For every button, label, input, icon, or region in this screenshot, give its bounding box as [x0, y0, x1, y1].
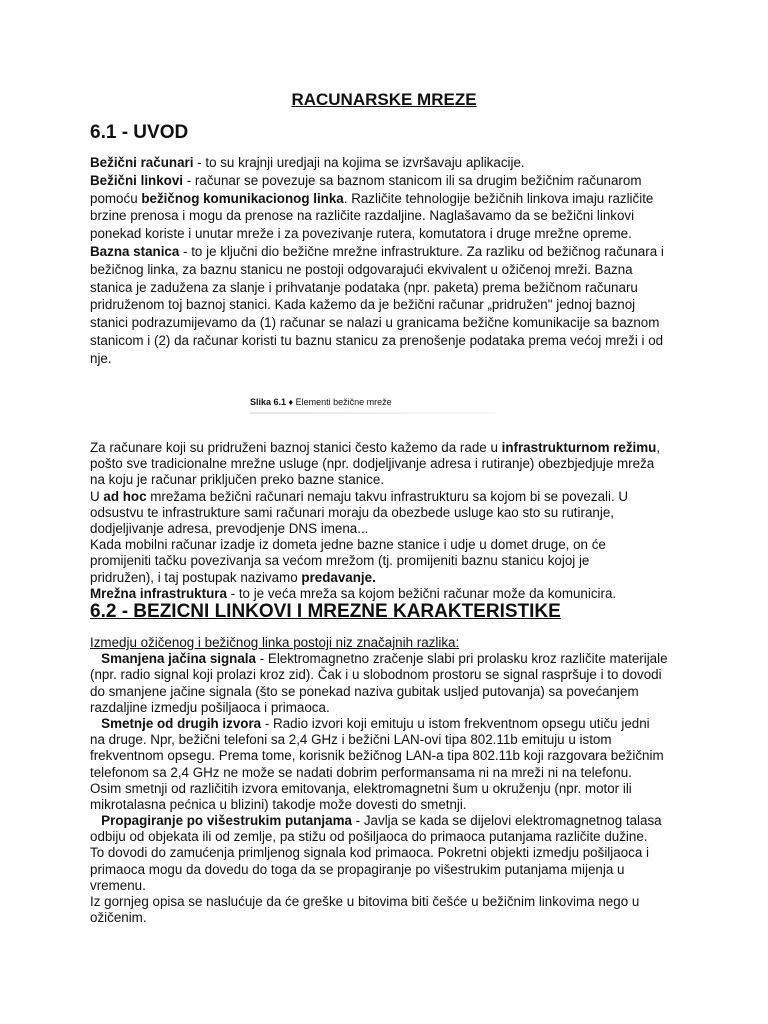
text-line: pošto sve tradicionalne mrežne usluge (npr. dodjeljivanje adresa i rutiranje) obezbjedjuje mreža [90, 456, 655, 472]
text-line [90, 440, 690, 456]
text: - Radio izvori koji emituju u istom frekventnom opsegu utiču jedni [261, 715, 650, 731]
term-ad-hoc: ad hoc [103, 488, 147, 504]
text-line: razdaljine izmedju pošiljaoca i primaoca. [90, 699, 330, 715]
term-predavanje: predavanje [301, 569, 373, 585]
term-komunikacioni-link: bežičnog komunikacionog linka [141, 190, 344, 206]
figure-number: Slika 6.1 [250, 397, 287, 407]
text-line: nje. [90, 350, 112, 366]
text-line: vremenu. [90, 877, 146, 893]
text: . Različite tehnologije bežičnih linkova imaju različite [343, 190, 654, 206]
term-bezicni-racunari: Bežični računari [90, 155, 194, 170]
text-line [90, 154, 690, 172]
text-line: stanicom i (2) da računar koristi tu baznu stanicu za prenošenje podataka prema većoj mreži i od [90, 332, 664, 348]
text-line [90, 243, 690, 261]
paragraph-intro [90, 154, 690, 368]
text-line: brzine prenosa i mogu da prenose na različite razdaljine. Naglašavamo da se bežični linkovi [90, 208, 635, 224]
text-line: na koju je računar priključen preko bazne stanice. [90, 472, 385, 488]
text-line [90, 813, 690, 829]
text-line [90, 586, 690, 602]
text: mrežama bežični računari nemaju takvu infrastrukturu sa kojom bi se povezali. U [146, 488, 629, 504]
text-line: ponekad koriste i unutar mreže i za povezivanje rutera, komutatora i druge mrežne opreme. [90, 226, 632, 242]
text-line: na druge. Npr, bežični telefoni sa 2,4 GHz i bežični LAN-ovi tipa 802.11b emituju u istom [90, 732, 612, 748]
text: U [90, 488, 104, 504]
caption-separator: ♦ [286, 397, 296, 407]
text-line: mikrotalasna pećnica u blizini) takodje može dovesti do smetnji. [90, 796, 467, 812]
figure-caption [250, 397, 392, 407]
text-line: ožičenim. [90, 910, 147, 926]
text: - to su krajnji uredjaji na kojima se izvršavaju aplikacije. [193, 155, 525, 170]
text-line: telefonom sa 2,4 GHz ne može se nadati dobrim performansama ni na mreži ni na telefonu. [90, 764, 632, 780]
text: - Elektromagnetno zračenje slabi pri prolasku kroz različite materijale [255, 651, 668, 667]
section-heading-bezicni-linkovi: 6.2 - BEZICNI LINKOVI I MREZNE KARAKTERISTIKE [90, 601, 561, 622]
figure-remnant [250, 412, 495, 414]
text-line [90, 716, 690, 732]
paragraph-differences [90, 635, 690, 926]
text-line [90, 570, 690, 586]
text-line: frekventnom opsegu. Prema tome, korisnik bežičnog LAN-a tipa 802.11b koji razgovara bežičnim [90, 748, 664, 764]
term-bezicni-linkovi: Bežični linkovi [90, 172, 184, 188]
term-propagiranje: Propagiranje po višestrukim putanjama [101, 813, 352, 829]
document-title: RACUNARSKE MREZE [291, 90, 477, 109]
text-line [90, 651, 690, 667]
text-line: Iz gornjeg opisa se naslućuje da će greške u bitovima biti češće u bežičnim linkovima nego u [90, 894, 640, 909]
caption-text: Elementi bežične mreže [295, 397, 392, 407]
text: Za računare koji su pridruženi baznoj stanici često kažemo da rade u [90, 440, 502, 455]
text-line: Osim smetnji od različitih izvora emitovanja, elektromagnetni šum u okruženju (npr. motor ili [90, 780, 632, 796]
text-line [90, 172, 690, 190]
section-heading-uvod: 6.1 - UVOD [90, 122, 189, 143]
text-line: To dovodi do zamućenja primljenog signala kod primaoca. Pokretni objekti izmedju pošiljaoca i [90, 845, 649, 861]
comma: , [656, 440, 661, 455]
text-line: bežičnog linka, za baznu stanicu ne postoji odgovarajući ekvivalent u ožičenoj mreži. Bazna [90, 261, 633, 277]
text: - računar se povezuje sa baznom stanicom ili sa drugim bežičnim računarom [183, 172, 642, 188]
text: pridružen), i taj postupak nazivamo [90, 569, 302, 585]
text-line: promijeniti tačku povezivanja sa većom mrežom (tj. promijeniti baznu stanicu kojoj je [90, 553, 590, 569]
period: . [372, 569, 376, 585]
text-line: stanici podrazumijevamo da (1) računar se nalazi u granicama bežične komunikacije sa baznom [90, 315, 660, 331]
text-line: stanica je zadužena za slanje i prihvatanje podataka (npr. paketa) prema bežičnom računaru [90, 279, 638, 295]
text-line: odbiju od objekata ili od zemlje, pa stižu od pošiljaoca do primaoca putanjama različite dužine. [90, 829, 648, 845]
text: - to je veća mreža sa kojom bežični računar može da komunicira. [226, 585, 617, 601]
term-smetnje: Smetnje od drugih izvora [101, 715, 262, 731]
text-line: do smanjene jačine signala (što se ponekad naziva gubitak usljed putovanja) sa povećanjem [90, 683, 639, 699]
text-line: odsustvu te infrastrukture sami računari moraju da obezbede usluge kao sto su rutiranje, [90, 504, 615, 520]
term-infrastrukturni-rezim: infrastrukturnom režimu [501, 440, 657, 455]
term-bazna-stanica: Bazna stanica [90, 243, 180, 259]
text: pomoću [90, 190, 142, 206]
text-line-intro: Izmedju ožičenog i bežičnog linka postoji niz značajnih razlika: [90, 635, 460, 650]
text-line: (npr. radio signal koji prolazi kroz zid). Čak i u slobodnom prostoru se signal raspršuje i to dovodi [90, 667, 662, 683]
text: - Javlja se kada se dijelovi elektromagnetnog talasa [351, 813, 662, 829]
text-line [90, 489, 690, 505]
term-smanjena-jacina: Smanjena jačina signala [101, 651, 256, 667]
text-line: dodjeljivanje adresa, prevodjenje DNS imena... [90, 520, 369, 536]
text: - to je ključni dio bežične mrežne infrastrukture. Za razliku od bežičnog računara i [179, 243, 664, 259]
text-line: primaoca mogu da dovedu do toga da se propagiranje po višestrukim putanjama mijenja u [90, 861, 625, 877]
term-mrezna-infrastruktura: Mrežna infrastruktura [90, 585, 227, 601]
text-line: Kada mobilni računar izadje iz dometa jedne bazne stanice i udje u domet druge, on će [90, 537, 606, 553]
paragraph-infrastructure [90, 440, 690, 602]
text-line: pridruženom toj baznoj stanici. Kada kažemo da je bežični računar „pridružen" jednoj baznoj [90, 297, 636, 313]
text-line [90, 190, 690, 208]
